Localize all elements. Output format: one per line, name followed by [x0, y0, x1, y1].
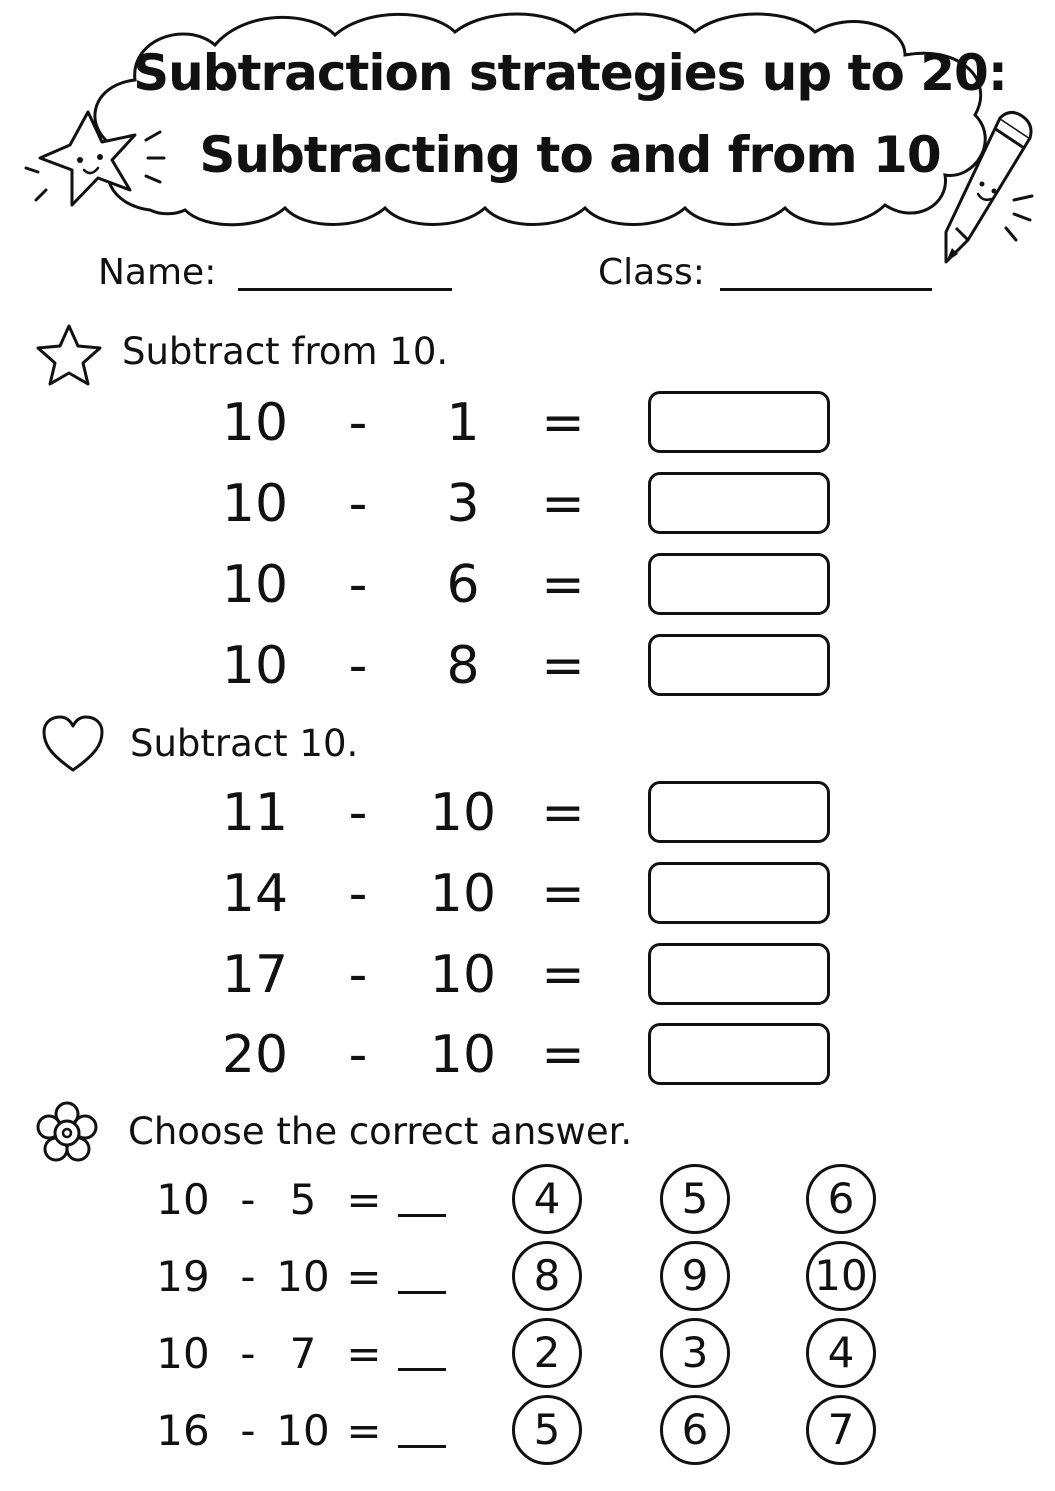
equation-row	[0, 469, 1055, 539]
name-field[interactable]	[238, 288, 452, 291]
page-title-line1: Subtraction strategies up to 20:	[133, 44, 1007, 102]
answer-box[interactable]	[648, 391, 830, 453]
answer-option[interactable]: 4	[512, 1164, 582, 1234]
name-label: Name:	[98, 252, 217, 293]
choice-row	[0, 1316, 1055, 1392]
equation-row	[0, 1020, 1055, 1090]
subtrahend: 10	[429, 783, 497, 843]
answer-option[interactable]: 5	[512, 1395, 582, 1465]
subtrahend: 10	[276, 1252, 330, 1301]
subtrahend: 3	[446, 474, 480, 534]
answer-option[interactable]: 5	[660, 1164, 730, 1234]
class-field[interactable]	[720, 288, 932, 291]
minuend: 10	[221, 474, 289, 534]
choice-row	[0, 1162, 1055, 1238]
answer-blank[interactable]	[398, 1368, 446, 1371]
answer-box[interactable]	[648, 553, 830, 615]
minus-sign: -	[240, 1406, 256, 1455]
equation-row	[0, 940, 1055, 1010]
minuend: 11	[221, 783, 289, 843]
answer-blank[interactable]	[398, 1291, 446, 1294]
equals-sign: =	[541, 555, 585, 615]
subtrahend: 6	[446, 555, 480, 615]
minuend: 10	[221, 555, 289, 615]
subtrahend: 8	[446, 636, 480, 696]
section1-title: Subtract from 10.	[122, 330, 449, 373]
minus-sign: -	[348, 1025, 368, 1085]
minus-sign: -	[348, 555, 368, 615]
minuend: 20	[221, 1025, 289, 1085]
equals-sign: =	[346, 1175, 382, 1224]
minuend: 10	[156, 1329, 210, 1378]
minuend: 16	[156, 1406, 210, 1455]
equals-sign: =	[346, 1406, 382, 1455]
answer-box[interactable]	[648, 634, 830, 696]
minuend: 19	[156, 1252, 210, 1301]
equals-sign: =	[541, 393, 585, 453]
answer-box[interactable]	[648, 781, 830, 843]
subtrahend: 10	[429, 864, 497, 924]
answer-option[interactable]: 6	[660, 1395, 730, 1465]
answer-option[interactable]: 6	[806, 1164, 876, 1234]
equals-sign: =	[541, 1025, 585, 1085]
minus-sign: -	[240, 1175, 256, 1224]
answer-box[interactable]	[648, 862, 830, 924]
class-label: Class:	[598, 252, 705, 293]
equation-row	[0, 388, 1055, 458]
equals-sign: =	[541, 474, 585, 534]
equals-sign: =	[346, 1252, 382, 1301]
subtrahend: 7	[289, 1329, 317, 1378]
minus-sign: -	[348, 945, 368, 1005]
equals-sign: =	[541, 783, 585, 843]
equals-sign: =	[541, 864, 585, 924]
equals-sign: =	[541, 636, 585, 696]
equation-row	[0, 778, 1055, 848]
answer-option[interactable]: 7	[806, 1395, 876, 1465]
minuend: 14	[221, 864, 289, 924]
answer-option[interactable]: 10	[806, 1241, 876, 1311]
answer-option[interactable]: 8	[512, 1241, 582, 1311]
minus-sign: -	[348, 636, 368, 696]
flower-icon	[34, 1100, 100, 1166]
page-title-line2: Subtracting to and from 10	[199, 126, 941, 184]
minus-sign: -	[348, 783, 368, 843]
answer-option[interactable]: 4	[806, 1318, 876, 1388]
answer-box[interactable]	[648, 1023, 830, 1085]
subtrahend: 10	[276, 1406, 330, 1455]
section2-title: Subtract 10.	[130, 722, 359, 765]
answer-option[interactable]: 2	[512, 1318, 582, 1388]
minus-sign: -	[348, 474, 368, 534]
answer-blank[interactable]	[398, 1214, 446, 1217]
minus-sign: -	[348, 393, 368, 453]
choice-row	[0, 1393, 1055, 1469]
choice-row	[0, 1239, 1055, 1315]
heart-icon	[40, 714, 106, 774]
minus-sign: -	[348, 864, 368, 924]
minuend: 10	[221, 636, 289, 696]
subtrahend: 10	[429, 945, 497, 1005]
section3-title: Choose the correct answer.	[128, 1110, 633, 1153]
minuend: 10	[221, 393, 289, 453]
answer-box[interactable]	[648, 943, 830, 1005]
minuend: 17	[221, 945, 289, 1005]
answer-box[interactable]	[648, 472, 830, 534]
equals-sign: =	[346, 1329, 382, 1378]
equation-row	[0, 631, 1055, 701]
subtrahend: 10	[429, 1025, 497, 1085]
answer-option[interactable]: 9	[660, 1241, 730, 1311]
subtrahend: 5	[289, 1175, 317, 1224]
subtrahend: 1	[446, 393, 480, 453]
minus-sign: -	[240, 1329, 256, 1378]
equation-row	[0, 550, 1055, 620]
answer-blank[interactable]	[398, 1445, 446, 1448]
answer-option[interactable]: 3	[660, 1318, 730, 1388]
minus-sign: -	[240, 1252, 256, 1301]
minuend: 10	[156, 1175, 210, 1224]
equals-sign: =	[541, 945, 585, 1005]
star-icon	[34, 322, 104, 388]
equation-row	[0, 859, 1055, 929]
